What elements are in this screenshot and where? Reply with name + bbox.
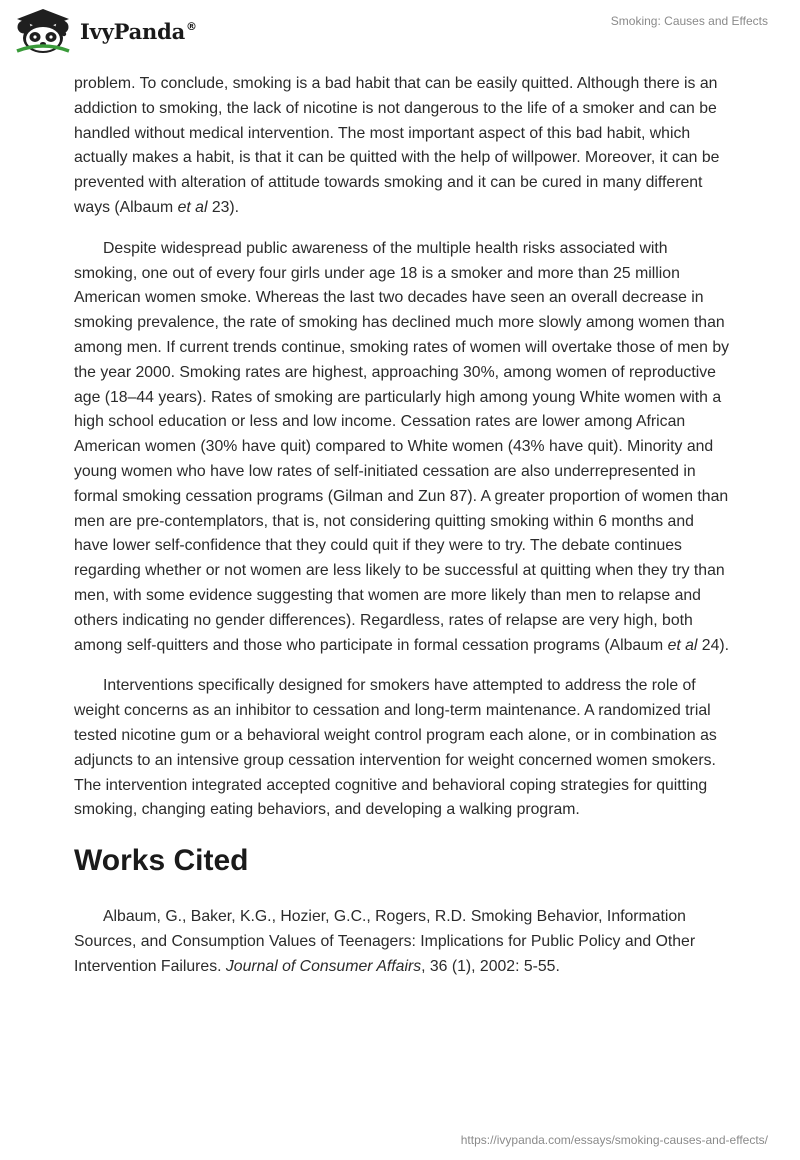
document-title: Smoking: Causes and Effects	[610, 14, 768, 28]
essay-body	[74, 72, 730, 980]
brand-logo[interactable]	[13, 7, 197, 55]
source-url[interactable]: https://ivypanda.com/essays/smoking-causes-and-effects/	[460, 1133, 768, 1147]
works-cited-heading: Works Cited	[74, 844, 249, 878]
page-header	[0, 0, 800, 70]
paragraph-interventions: Interventions specifically designed for smokers have attempted to address the role of weight concerns as an inhibitor to cessation and long-term maintenance. A randomized trial tested nicotine gum or a behavioral weight control program each alone, or in combination as adjuncts to an intensive group cessation intervention for weight concerned women smokers. The intervention integrated accepted cognitive and behavioral coping strategies for quitting smoking, changing eating behaviors, and developing a walking program.	[74, 677, 717, 819]
paragraph-women-smoking: Despite widespread public awareness of the multiple health risks associated with smoking, one out of every four girls under age 18 is a smoker and more than 25 million American women smoke. Whereas the last two decades have seen an overall decrease in smoking prevalence, the rate of smoking has declined much more slowly among women than among men. If current trends continue, smoking rates of women will overtake those of men by the year 2000. Smoking rates are highest, approaching 30%, among women of reproductive age (18–44 years). Rates of smoking are particularly high among young White women with a high school education or less and low income. Cessation rates are lower among African American women (30% have quit) compared to White women (43% have quit). Minority and young women who have low rates of self-initiated cessation are also underrepresented in formal smoking cessation programs (Gilman and Zun 87). A greater proportion of women than men are pre-contemplators, that is, not considering quitting smoking within 6 months and have lower self-confidence that they could quit if they were to try. The debate continues regarding whether or not women are less likely to be successful at quitting when they try than men, with some evidence suggesting that women are more likely than men to relapse and others indicating no gender differences). Regardless, rates of relapse are very high, both among self-quitters and those who participate in formal cessation programs (Albaum et al 24).	[74, 239, 730, 654]
brand-name: IvyPanda®	[80, 18, 197, 44]
panda-graduate-icon	[13, 7, 73, 55]
citation-entry: Albaum, G., Baker, K.G., Hozier, G.C., Rogers, R.D. Smoking Behavior, Information Sources, and Consumption Values of Teenagers: Implications for Public Policy and Other Intervention Failures. Journal of Consumer Affairs, 36 (1), 2002: 5-55.	[74, 908, 696, 975]
paragraph-conclusion: problem. To conclude, smoking is a bad habit that can be easily quitted. Although there is an addiction to smoking, the lack of nicotine is not dangerous to the life of a smoker and can be handled without medical intervention. The most important aspect of this bad habit, which actually makes a habit, is that it can be quitted with the help of willpower. Moreover, it can be prevented with alteration of attitude towards smoking and it can be cured in many different ways (Albaum et al 23).	[74, 75, 720, 216]
